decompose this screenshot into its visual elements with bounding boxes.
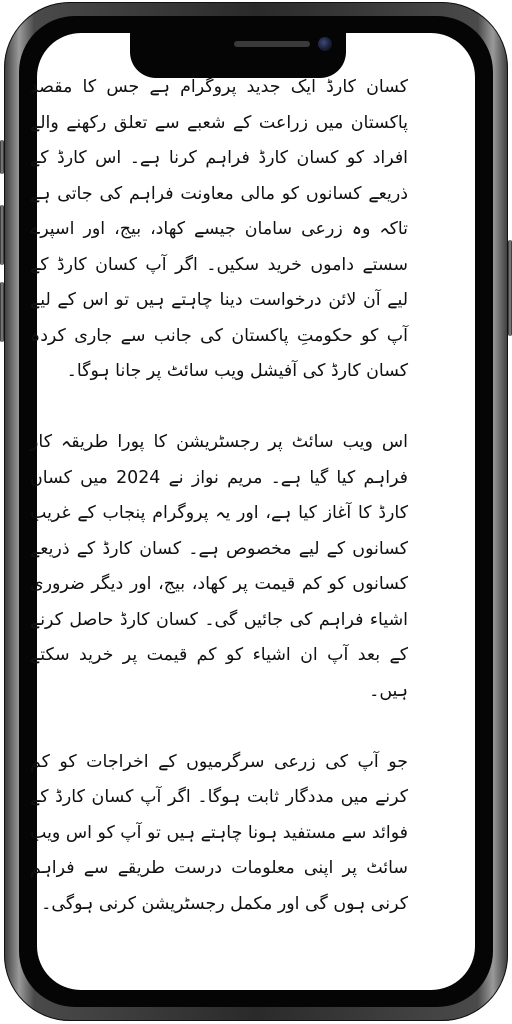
front-camera-icon [318, 37, 332, 51]
power-button [508, 240, 512, 336]
article-paragraph-3: جو آپ کی زرعی سرگرمیوں کے اخراجات کو کم کرنے میں مددگار ثابت ہوگا۔ اگر آپ کسان کارڈ کے فوائد سے مستفید ہونا چاہتے ہیں تو آپ کو اس ویب سائٹ پر اپنی معلومات درست طریقے سے فراہم کرنی ہوں گی اور مکمل رجسٹریشن کرنی ہوگی۔ [30, 751, 408, 914]
article-paragraph-2: اس ویب سائٹ پر رجسٹریشن کا پورا طریقہ کار فراہم کیا گیا ہے۔ مریم نواز نے 2024 میں کسان کارڈ کا آغاز کیا ہے، اور یہ پروگرام پنجاب کے غریب کسانوں کے لیے مخصوص ہے۔ کسان کارڈ کے ذریعے کسانوں کو کم قیمت پر کھاد، بیج، اور دیگر ضروری اشیاء فراہم کی جائیں گی۔ کسان کارڈ حاصل کرنے کے بعد آپ ان اشیاء کو کم قیمت پر خرید سکتے ہیں۔ [30, 432, 408, 701]
article-paragraph-1: کسان کارڈ ایک جدید پروگرام ہے جس کا مقصد پاکستان میں زراعت کے شعبے سے تعلق رکھنے والے افراد کو کسان کارڈ فراہم کرنا ہے۔ اس کارڈ کے ذریعے کسانوں کو مالی معاونت فراہم کی جاتی ہے تاکہ وہ زرعی سامان جیسے کھاد، بیج، اور اسپرے سستے داموں خرید سکیں۔ اگر آپ کسان کارڈ کے لیے آن لائن درخواست دینا چاہتے ہیں تو اس کے لیے آپ کو حکومتِ پاکستان کی جانب سے جاری کردہ کسان کارڈ کی آفیشل ویب سائٹ پر جانا ہوگا۔ [30, 77, 408, 381]
speaker-grille [234, 41, 310, 47]
article-body [30, 70, 408, 922]
paragraph-spacer [30, 390, 408, 426]
volume-up-button [0, 205, 4, 265]
paragraph-spacer [30, 709, 408, 745]
volume-down-button [0, 282, 4, 342]
silent-switch [0, 140, 4, 174]
